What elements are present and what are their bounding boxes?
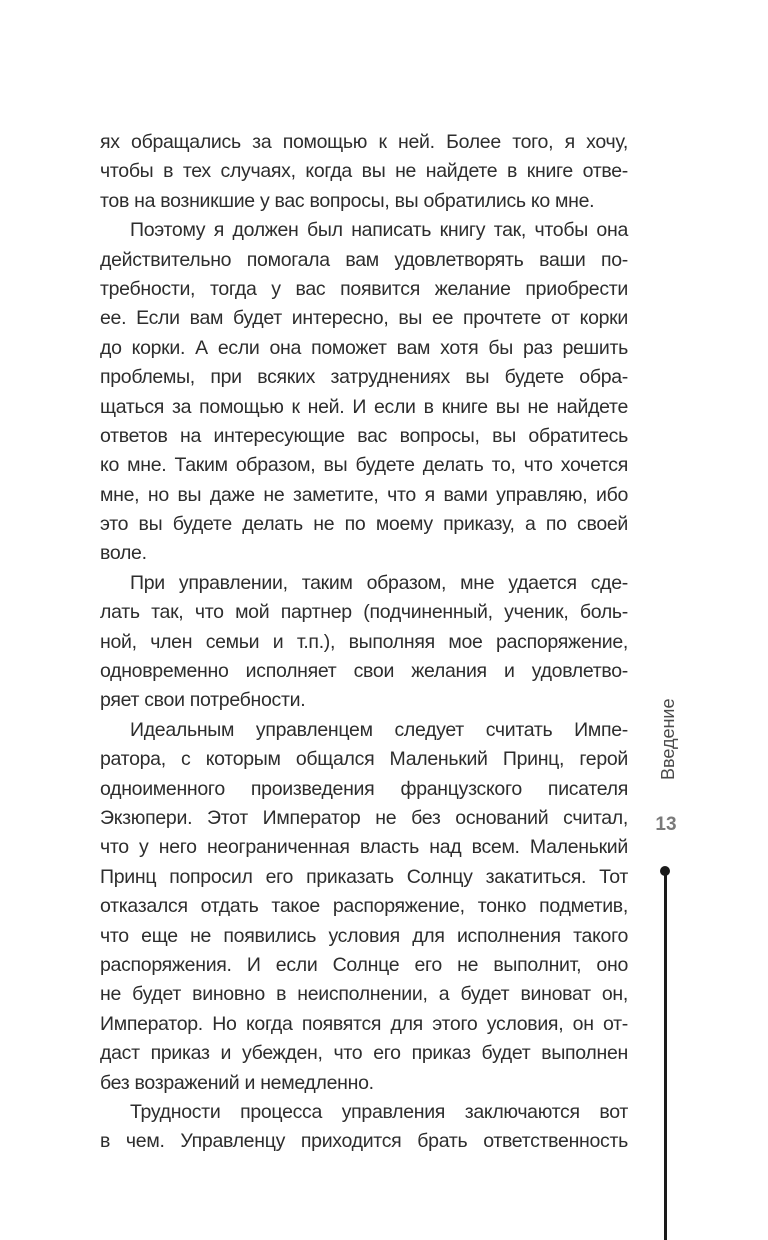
page-number: 13 xyxy=(655,814,677,835)
margin-rule xyxy=(664,872,667,1240)
text-line: ратора, с которым общался Маленький Принц, герой xyxy=(100,748,628,771)
text-line: ях обращались за помощью к ней. Более того, я хочу, xyxy=(100,131,628,153)
running-head xyxy=(638,700,698,780)
text-line: без возражений и немедленно. xyxy=(100,1071,374,1094)
text-line: это вы будете делать не по моему приказу, а по своей xyxy=(100,513,628,536)
text-line: даст приказ и убежден, что его приказ будет выполнен xyxy=(100,1042,628,1065)
text-line: действительно помогала вам удовлетворять ваши по- xyxy=(100,248,628,271)
text-line: Идеальным управленцем следует считать Импе- xyxy=(130,718,628,741)
text-line: проблемы, при всяких затруднениях вы будете обра- xyxy=(100,366,628,389)
text-line: Экзюпери. Этот Император не без оснований считал, xyxy=(100,806,628,829)
text-line: Трудности процесса управления заключаются вот xyxy=(130,1100,628,1123)
text-line: ной, член семьи и т.п.), выполняя мое распоряжение, xyxy=(100,630,628,653)
body-text xyxy=(100,128,628,1157)
text-line: не будет виновно в неисполнении, а будет виноват он, xyxy=(100,983,628,1006)
text-line: в чем. Управленцу приходится брать ответственность xyxy=(100,1130,628,1153)
text-line: что у него неограниченная власть над всем. Маленький xyxy=(100,836,628,859)
text-line: мне, но вы даже не заметите, что я вами управляю, ибо xyxy=(100,483,628,506)
text-line: одновременно исполняет свои желания и удовлетво- xyxy=(100,660,628,683)
text-line: до корки. А если она поможет вам хотя бы раз решить xyxy=(100,336,628,359)
text-line: воле. xyxy=(100,542,147,565)
text-line: одноименного произведения французского писателя xyxy=(100,777,628,800)
text-line: Поэтому я должен был написать книгу так, чтобы она xyxy=(130,219,628,242)
text-line: ее. Если вам будет интересно, вы ее прочтете от корки xyxy=(100,307,628,330)
text-line: чтобы в тех случаях, когда вы не найдете в книге отве- xyxy=(100,160,628,183)
text-line: ряет свои потребности. xyxy=(100,689,306,712)
text-line: щаться за помощью к ней. И если в книге вы не найдете xyxy=(100,395,628,418)
text-line: Император. Но когда появятся для этого условия, он от- xyxy=(100,1012,628,1035)
text-line: требности, тогда у вас появится желание приобрести xyxy=(100,277,628,300)
text-line: ответов на интересующие вас вопросы, вы обратитесь xyxy=(100,424,628,447)
text-line: Принц попросил его приказать Солнцу закатиться. Тот xyxy=(100,865,628,888)
section-title: Введение xyxy=(658,698,678,780)
text-line: распоряжения. И если Солнце его не выполнит, оно xyxy=(100,953,628,976)
text-line: лать так, что мой партнер (подчиненный, ученик, боль- xyxy=(100,601,628,624)
text-line: При управлении, таким образом, мне удается сде- xyxy=(130,571,628,594)
text-line: отказался отдать такое распоряжение, тонко подметив, xyxy=(100,895,628,918)
text-line: что еще не появились условия для исполнения такого xyxy=(100,924,628,947)
text-line: тов на возникшие у вас вопросы, вы обратились ко мне. xyxy=(100,189,595,212)
text-line: ко мне. Таким образом, вы будете делать то, что хочется xyxy=(100,454,628,477)
